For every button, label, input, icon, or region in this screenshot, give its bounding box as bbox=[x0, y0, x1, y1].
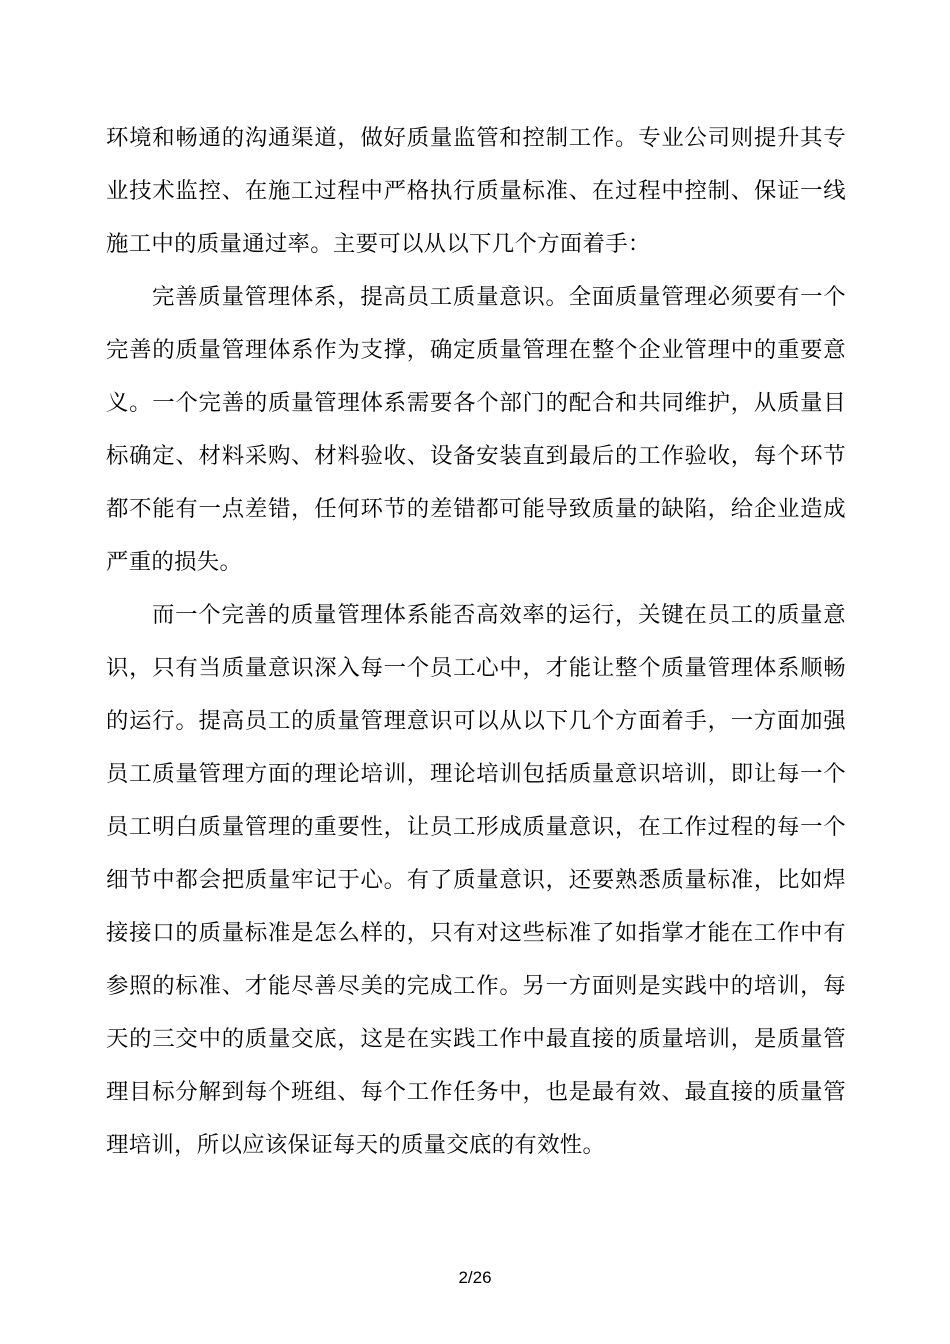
paragraph-continuation: 环境和畅通的沟通渠道，做好质量监管和控制工作。专业公司则提升其专业技术监控、在施工过程中严格执行质量标准、在过程中控制、保证一线施工中的质量通过率。主要可以从以下几个方面着手： bbox=[106, 125, 846, 257]
page-number: 2/26 bbox=[458, 1268, 492, 1287]
paragraph-quality-awareness: 而一个完善的质量管理体系能否高效率的运行，关键在员工的质量意识，只有当质量意识深入每一个员工心中，才能让整个质量管理体系顺畅的运行。提高员工的质量管理意识可以从以下几个方面着手，一方面加强员工质量管理方面的理论培训，理论培训包括质量意识培训，即让每一个员工明白质量管理的重要性，让员工形成质量意识，在工作过程的每一个细节中都会把质量牢记于心。有了质量意识，还要熟悉质量标准，比如焊接接口的质量标准是怎么样的，只有对这些标准了如指掌才能在工作中有参照的标准、才能尽善尽美的完成工作。另一方面则是实践中的培训，每天的三交中的质量交底，这是在实践工作中最直接的质量培训，是质量管理目标分解到每个班组、每个工作任务中，也是最有效、最直接的质量管理培训，所以应该保证每天的质量交底的有效性。 bbox=[106, 602, 846, 1158]
paragraph-quality-system: 完善质量管理体系，提高员工质量意识。全面质量管理必须要有一个完善的质量管理体系作为支撑，确定质量管理在整个企业管理中的重要意义。一个完善的质量管理体系需要各个部门的配合和共同维护，从质量目标确定、材料采购、材料验收、设备安装直到最后的工作验收，每个环节都不能有一点差错，任何环节的差错都可能导致质量的缺陷，给企业造成严重的损失。 bbox=[106, 284, 846, 575]
document-body bbox=[106, 112, 846, 1172]
